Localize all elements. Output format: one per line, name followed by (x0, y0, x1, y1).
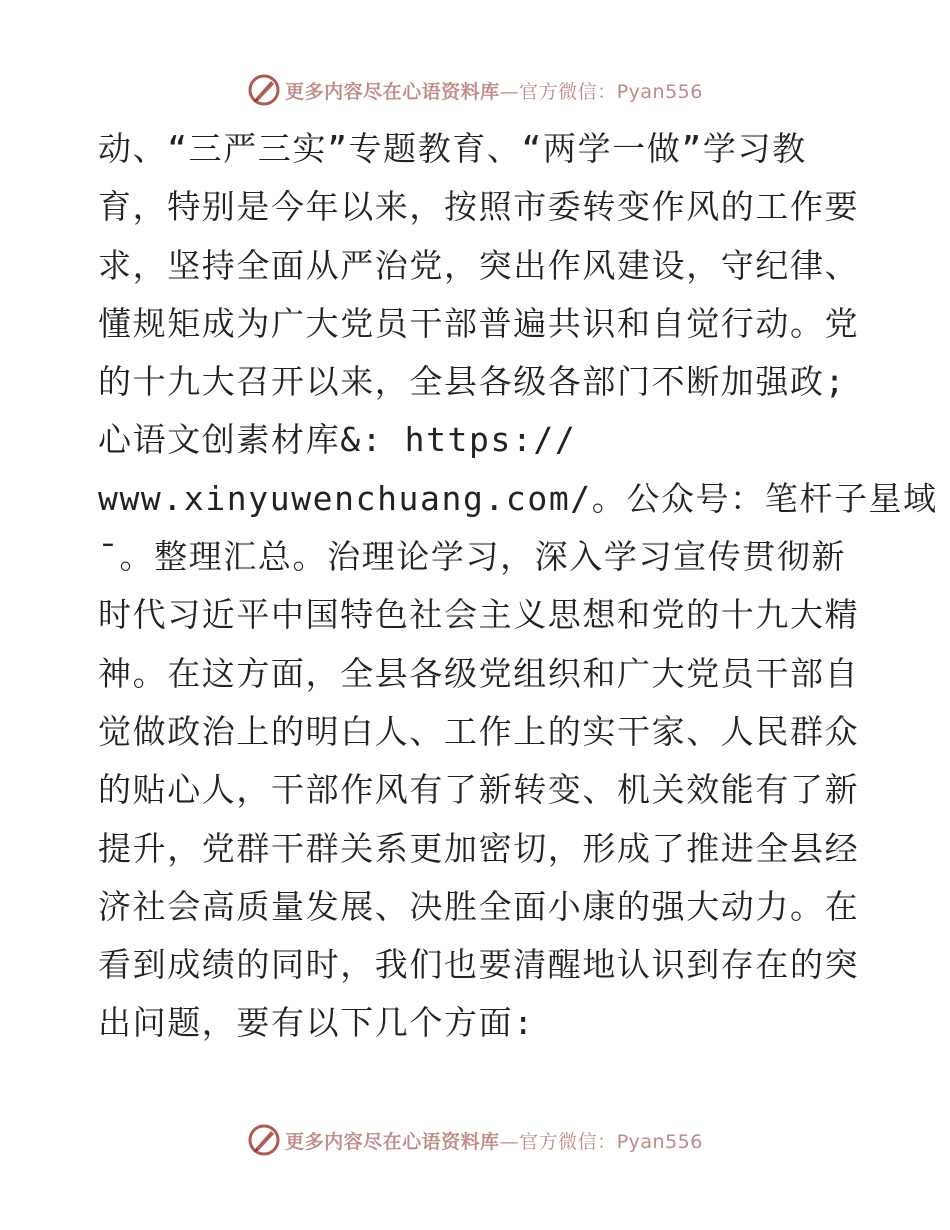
text-line: ¯。整理汇总。治理论学习，深入学习宣传贯彻新 (98, 537, 847, 577)
text-line: 出问题，要有以下几个方面: (98, 1003, 535, 1043)
text-line: 的十九大召开以来，全县各级各部门不断加强政; (98, 362, 847, 402)
text-line: 动、“三严三实”专题教育、“两学一做”学习教 (98, 129, 807, 168)
text-line: 济社会高质量发展、决胜全面小康的强大动力。在 (98, 886, 860, 926)
text-line: 时代习近平中国特色社会主义思想和党的十九大精 (98, 595, 860, 635)
footer-banner-dash: — (499, 1130, 520, 1153)
text-line: 神。在这方面，全县各级党组织和广大党员干部自 (98, 653, 860, 693)
footer-banner-main: 更多内容尽在心语资料库 (285, 1130, 500, 1153)
header-banner-text (285, 77, 703, 104)
pen-logo-icon (247, 1123, 281, 1157)
document-body (98, 120, 938, 1053)
footer-watermark-banner (0, 1122, 950, 1158)
text-line: 看到成绩的同时，我们也要清醒地认识到存在的突 (98, 945, 860, 985)
footer-banner-handle: Pyan556 (616, 1130, 703, 1153)
pen-logo-icon (247, 73, 281, 107)
text-line: www.xinyuwenchuang.com/。公众号：笔杆子星域 (98, 478, 938, 518)
header-watermark-banner (0, 72, 950, 108)
text-line: 育，特别是今年以来，按照市委转变作风的工作要 (98, 187, 860, 227)
header-banner-main: 更多内容尽在心语资料库 (285, 80, 500, 103)
text-line: 觉做政治上的明白人、工作上的实干家、人民群众 (98, 711, 860, 751)
header-banner-handle: Pyan556 (616, 80, 703, 103)
header-banner-dash: — (499, 80, 520, 103)
footer-banner-sub: 官方微信： (519, 1130, 617, 1153)
text-line: 懂规矩成为广大党员干部普遍共识和自觉行动。党 (98, 303, 860, 343)
text-line: 提升，党群干群关系更加密切，形成了推进全县经 (98, 828, 860, 868)
text-line: 求，坚持全面从严治党，突出作风建设，守纪律、 (98, 245, 860, 285)
header-banner-sub: 官方微信： (519, 80, 617, 103)
text-line: 的贴心人，干部作风有了新转变、机关效能有了新 (98, 770, 860, 810)
footer-banner-text (285, 1127, 703, 1154)
text-line: 心语文创素材库&: https:// (98, 420, 577, 460)
